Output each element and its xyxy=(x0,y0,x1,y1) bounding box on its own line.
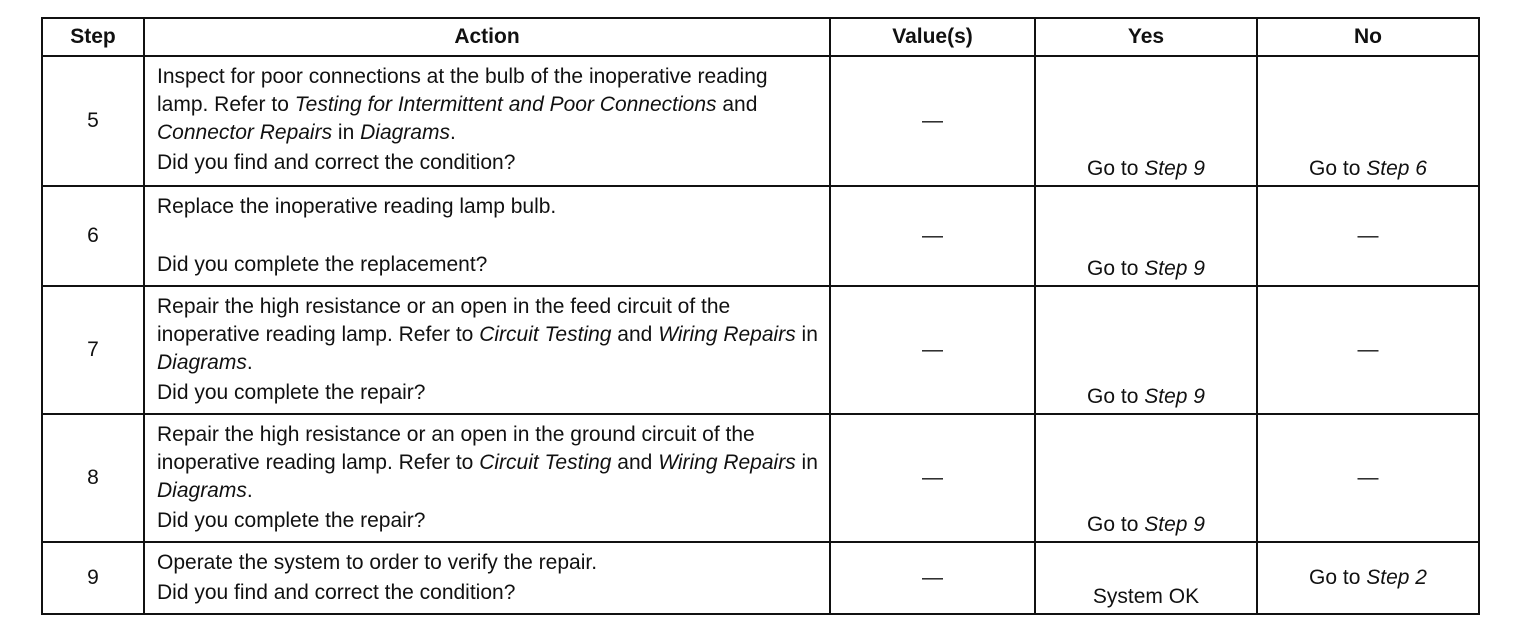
action-cell xyxy=(144,186,830,286)
no-cell: Go to Step 6 xyxy=(1257,56,1479,186)
step-number: 7 xyxy=(42,286,144,414)
action-instruction: Repair the high resistance or an open in the ground circuit of the inoperative reading lamp. Refer to Circuit Testing and Wiring Repairs in Diagrams. xyxy=(157,423,818,502)
action-cell xyxy=(144,414,830,542)
step-number: 5 xyxy=(42,56,144,186)
action-cell xyxy=(144,542,830,614)
header-row xyxy=(42,18,1479,56)
values-cell: — xyxy=(830,542,1035,614)
table-row-step-6 xyxy=(42,186,1479,286)
values-cell: — xyxy=(830,56,1035,186)
no-cell: — xyxy=(1257,414,1479,542)
table-row-step-8 xyxy=(42,414,1479,542)
action-question: Did you complete the replacement? xyxy=(157,253,488,276)
step-number: 6 xyxy=(42,186,144,286)
header-step: Step xyxy=(42,18,144,56)
values-cell: — xyxy=(830,186,1035,286)
step-number: 9 xyxy=(42,542,144,614)
action-instruction: Inspect for poor connections at the bulb of the inoperative reading lamp. Refer to Testing for Intermittent and Poor Connections and Connector Repairs in Diagrams. xyxy=(157,65,768,144)
yes-cell: System OK xyxy=(1035,542,1257,614)
values-cell: — xyxy=(830,414,1035,542)
no-cell: — xyxy=(1257,186,1479,286)
yes-cell: Go to Step 9 xyxy=(1035,186,1257,286)
table-row-step-5 xyxy=(42,56,1479,186)
values-cell: — xyxy=(830,286,1035,414)
action-instruction: Repair the high resistance or an open in the feed circuit of the inoperative reading lamp. Refer to Circuit Testing and Wiring Repairs in Diagrams. xyxy=(157,295,818,374)
no-cell: — xyxy=(1257,286,1479,414)
header-no: No xyxy=(1257,18,1479,56)
action-cell xyxy=(144,56,830,186)
action-instruction: Replace the inoperative reading lamp bulb. xyxy=(157,195,557,218)
action-question: Did you find and correct the condition? xyxy=(157,151,516,174)
action-question: Did you complete the repair? xyxy=(157,381,426,404)
no-cell: Go to Step 2 xyxy=(1257,542,1479,614)
table-row-step-9 xyxy=(42,542,1479,614)
yes-cell: Go to Step 9 xyxy=(1035,286,1257,414)
header-values: Value(s) xyxy=(830,18,1035,56)
action-question: Did you complete the repair? xyxy=(157,509,426,532)
header-action: Action xyxy=(144,18,830,56)
action-question: Did you find and correct the condition? xyxy=(157,581,516,604)
header-yes: Yes xyxy=(1035,18,1257,56)
table-row-step-7 xyxy=(42,286,1479,414)
step-number: 8 xyxy=(42,414,144,542)
diagnostic-table xyxy=(41,17,1480,615)
yes-cell: Go to Step 9 xyxy=(1035,56,1257,186)
action-instruction: Operate the system to order to verify the repair. xyxy=(157,551,598,574)
yes-cell: Go to Step 9 xyxy=(1035,414,1257,542)
action-cell xyxy=(144,286,830,414)
